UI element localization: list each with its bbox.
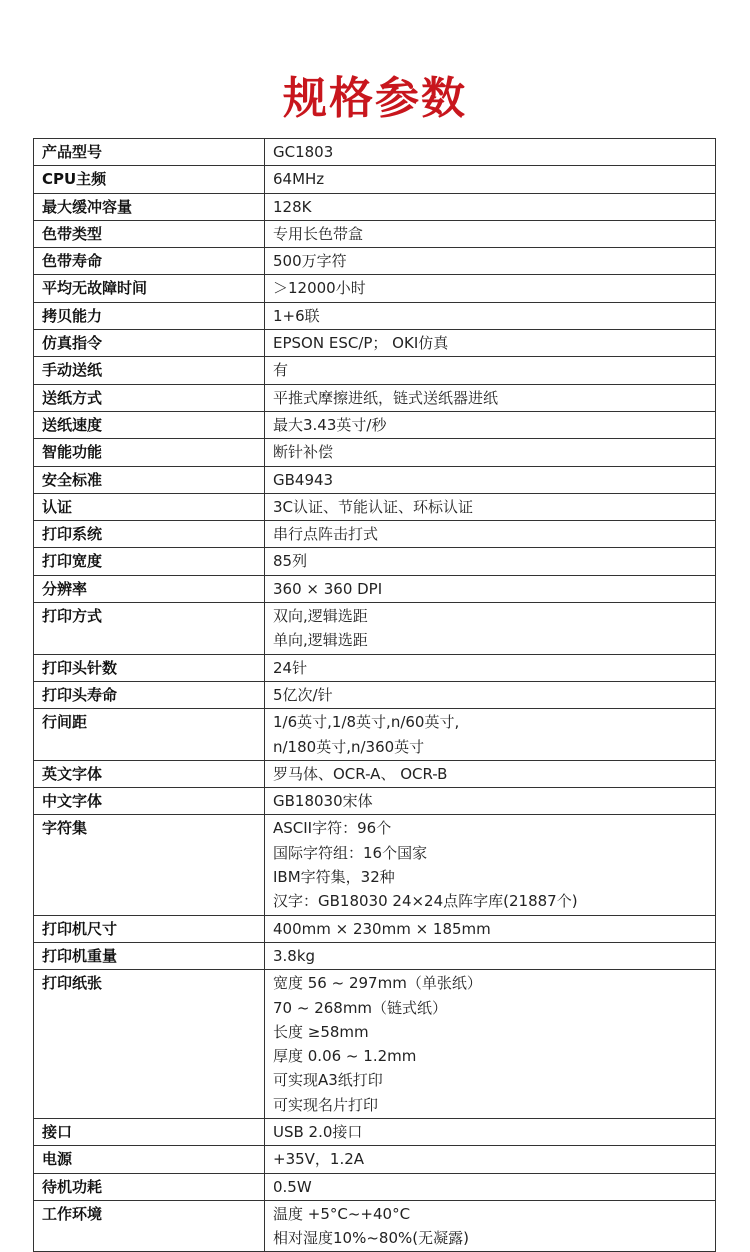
spec-row xyxy=(34,302,716,329)
spec-value-line: 24针 xyxy=(273,658,308,677)
spec-value xyxy=(265,439,716,466)
spec-value-line: 0.5W xyxy=(273,1177,312,1196)
spec-value-line: 3C认证、节能认证、环标认证 xyxy=(273,497,474,516)
spec-value-line: GB18030宋体 xyxy=(273,792,373,811)
spec-value-line: 5亿次/针 xyxy=(273,685,333,704)
spec-row xyxy=(34,220,716,247)
spec-value xyxy=(265,815,716,915)
spec-label: 仿真指令 xyxy=(34,330,265,357)
spec-value-line: 宽度 56 ~ 297mm（单张纸） xyxy=(273,974,482,993)
spec-row xyxy=(34,575,716,602)
spec-value xyxy=(265,760,716,787)
spec-value-line: 断针补偿 xyxy=(273,443,334,462)
spec-label: 打印方式 xyxy=(34,603,265,655)
spec-row xyxy=(34,275,716,302)
spec-value-line: EPSON ESC/P； OKI仿真 xyxy=(273,334,449,353)
spec-label: CPU主频 xyxy=(34,166,265,193)
spec-value xyxy=(265,1118,716,1145)
spec-label: 安全标准 xyxy=(34,466,265,493)
spec-row xyxy=(34,1146,716,1173)
spec-value xyxy=(265,302,716,329)
spec-label: 打印机重量 xyxy=(34,942,265,969)
spec-value-line: n/180英寸,n/360英寸 xyxy=(273,737,425,756)
spec-value xyxy=(265,193,716,220)
spec-row xyxy=(34,411,716,438)
spec-label: 打印头寿命 xyxy=(34,681,265,708)
spec-label: 打印机尺寸 xyxy=(34,915,265,942)
spec-table xyxy=(33,138,716,1252)
spec-value-line: IBM字符集，32种 xyxy=(273,868,395,887)
spec-value-line: 温度 +5°C~+40°C xyxy=(273,1204,411,1223)
spec-value-line: 罗马体、OCR-A、 OCR-B xyxy=(273,764,448,783)
spec-table-body xyxy=(34,139,716,1252)
spec-value-line: 专用长色带盒 xyxy=(273,224,364,243)
spec-row xyxy=(34,603,716,655)
spec-label: 色带类型 xyxy=(34,220,265,247)
spec-label: 电源 xyxy=(34,1146,265,1173)
spec-row xyxy=(34,942,716,969)
spec-row xyxy=(34,439,716,466)
spec-value xyxy=(265,357,716,384)
spec-label: 打印纸张 xyxy=(34,970,265,1119)
spec-value xyxy=(265,709,716,761)
spec-value-line: 最大3.43英寸/秒 xyxy=(273,415,387,434)
spec-value-line: USB 2.0接口 xyxy=(273,1122,363,1141)
spec-value xyxy=(265,942,716,969)
spec-value-line: GB4943 xyxy=(273,470,334,489)
spec-row xyxy=(34,248,716,275)
spec-value xyxy=(265,330,716,357)
spec-label: 字符集 xyxy=(34,815,265,915)
spec-value xyxy=(265,548,716,575)
spec-value xyxy=(265,915,716,942)
spec-row xyxy=(34,915,716,942)
spec-row xyxy=(34,330,716,357)
spec-row xyxy=(34,788,716,815)
spec-value-line: ASCII字符：96个 xyxy=(273,819,392,838)
spec-value xyxy=(265,248,716,275)
spec-row xyxy=(34,815,716,915)
spec-value-line: ＞12000小时 xyxy=(273,279,366,298)
spec-value xyxy=(265,970,716,1119)
spec-row xyxy=(34,760,716,787)
spec-row xyxy=(34,654,716,681)
spec-label: 认证 xyxy=(34,493,265,520)
spec-label: 最大缓冲容量 xyxy=(34,193,265,220)
spec-row xyxy=(34,1118,716,1145)
spec-label: 工作环境 xyxy=(34,1200,265,1252)
spec-label: 行间距 xyxy=(34,709,265,761)
spec-value-line: 串行点阵击打式 xyxy=(273,525,379,544)
spec-value xyxy=(265,521,716,548)
spec-row xyxy=(34,357,716,384)
spec-label: 打印系统 xyxy=(34,521,265,548)
spec-label: 平均无故障时间 xyxy=(34,275,265,302)
spec-row xyxy=(34,970,716,1119)
spec-label: 待机功耗 xyxy=(34,1173,265,1200)
spec-value xyxy=(265,493,716,520)
spec-value-line: 单向,逻辑选距 xyxy=(273,631,368,650)
spec-label: 英文字体 xyxy=(34,760,265,787)
spec-value-line: 相对湿度10%~80%(无凝露) xyxy=(273,1229,469,1248)
spec-value xyxy=(265,603,716,655)
spec-row xyxy=(34,139,716,166)
spec-label: 智能功能 xyxy=(34,439,265,466)
spec-row xyxy=(34,1173,716,1200)
spec-label: 送纸方式 xyxy=(34,384,265,411)
spec-label: 送纸速度 xyxy=(34,411,265,438)
spec-value-line: 汉字：GB18030 24×24点阵字库(21887个) xyxy=(273,892,578,911)
spec-value xyxy=(265,411,716,438)
spec-label: 手动送纸 xyxy=(34,357,265,384)
spec-label: 拷贝能力 xyxy=(34,302,265,329)
spec-value-line: 平推式摩擦进纸，链式送纸器进纸 xyxy=(273,388,499,407)
spec-value-line: 3.8kg xyxy=(273,946,316,965)
spec-value-line: 双向,逻辑选距 xyxy=(273,607,368,626)
spec-value-line: 1+6联 xyxy=(273,306,320,325)
spec-value xyxy=(265,384,716,411)
spec-value xyxy=(265,139,716,166)
spec-value-line: 有 xyxy=(273,361,289,380)
spec-value xyxy=(265,654,716,681)
spec-value xyxy=(265,681,716,708)
spec-value-line: 400mm × 230mm × 185mm xyxy=(273,919,491,938)
spec-value xyxy=(265,1200,716,1252)
spec-value-line: 64MHz xyxy=(273,170,325,189)
spec-row xyxy=(34,521,716,548)
spec-value-line: 360 × 360 DPI xyxy=(273,579,383,598)
spec-value-line: 可实现名片打印 xyxy=(273,1095,379,1114)
spec-value-line: 1/6英寸,1/8英寸,n/60英寸, xyxy=(273,713,460,732)
spec-value xyxy=(265,575,716,602)
page-title: 规格参数 xyxy=(283,73,467,124)
spec-label: 接口 xyxy=(34,1118,265,1145)
spec-label: 产品型号 xyxy=(34,139,265,166)
spec-value xyxy=(265,788,716,815)
spec-value-line: 128K xyxy=(273,197,312,216)
spec-row xyxy=(34,681,716,708)
spec-row xyxy=(34,1200,716,1252)
spec-value-line: 500万字符 xyxy=(273,252,347,271)
spec-value xyxy=(265,1146,716,1173)
spec-value xyxy=(265,466,716,493)
spec-row xyxy=(34,166,716,193)
spec-value xyxy=(265,275,716,302)
spec-row xyxy=(34,493,716,520)
spec-label: 色带寿命 xyxy=(34,248,265,275)
spec-value-line: 70 ~ 268mm（链式纸） xyxy=(273,998,448,1017)
spec-value-line: 85列 xyxy=(273,552,308,571)
spec-label: 中文字体 xyxy=(34,788,265,815)
spec-value-line: +35V，1.2A xyxy=(273,1150,365,1169)
spec-value-line: GC1803 xyxy=(273,143,334,161)
spec-value xyxy=(265,220,716,247)
spec-row xyxy=(34,384,716,411)
spec-value-line: 国际字符组：16个国家 xyxy=(273,843,428,862)
spec-row xyxy=(34,709,716,761)
spec-label: 分辨率 xyxy=(34,575,265,602)
spec-label: 打印宽度 xyxy=(34,548,265,575)
spec-label: 打印头针数 xyxy=(34,654,265,681)
spec-row xyxy=(34,466,716,493)
spec-value-line: 可实现A3纸打印 xyxy=(273,1071,383,1090)
spec-value xyxy=(265,1173,716,1200)
spec-value-line: 厚度 0.06 ~ 1.2mm xyxy=(273,1047,417,1066)
spec-value xyxy=(265,166,716,193)
spec-value-line: 长度 ≥58mm xyxy=(273,1022,369,1041)
spec-row xyxy=(34,548,716,575)
spec-row xyxy=(34,193,716,220)
